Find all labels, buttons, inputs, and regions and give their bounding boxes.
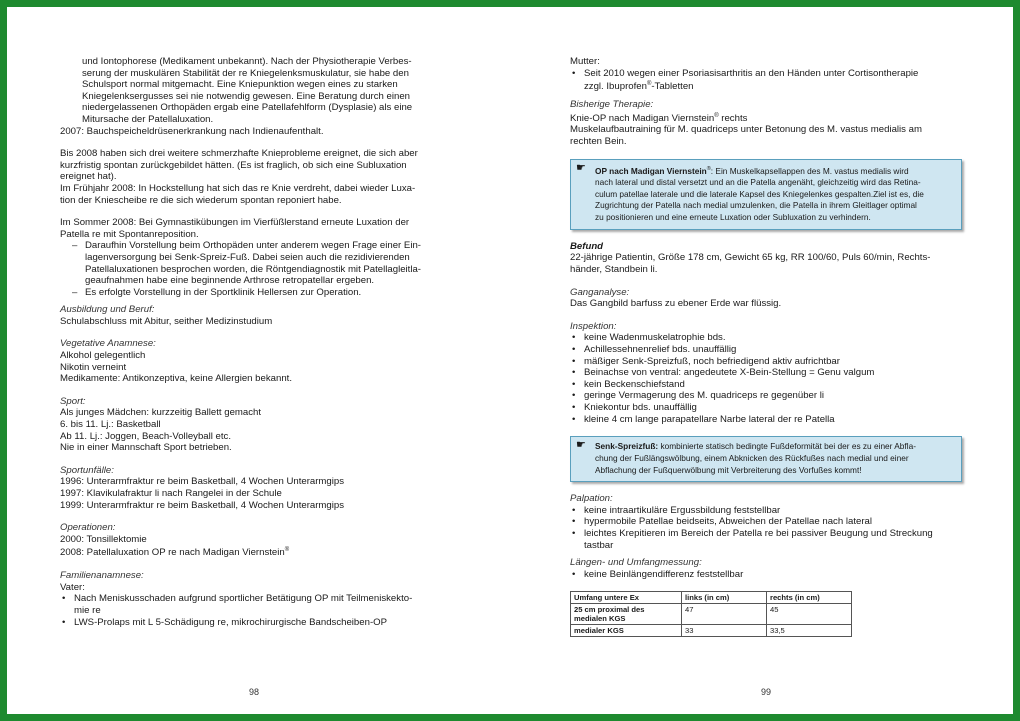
list-item: • hypermobile Patellae beidseits, Abweichen der Patellae nach lateral (570, 516, 962, 528)
text-line: Kniegelenksergusses sei nie notwendig gewesen. Eine Beratung durch einen (82, 90, 411, 102)
section-title-sportunfaelle: Sportunfälle: (60, 464, 114, 476)
section-title-therapie: Bisherige Therapie: (570, 98, 654, 110)
right-page (570, 56, 962, 637)
text-line: 1996: Unterarmfraktur re beim Basketball, 4 Wochen Unterarmgips (60, 476, 345, 488)
text-line: Mitursache der Patellaluxation. (82, 113, 214, 125)
text-line: Knie-OP nach Madigan Viernstein® rechts (570, 112, 748, 124)
section-title-laengen: Längen- und Umfangmessung: (570, 557, 702, 569)
measurement-table (570, 591, 852, 637)
section-title-vegetative: Vegetative Anamnese: (60, 338, 156, 350)
text-line: 1999: Unterarmfraktur re beim Basketball, 4 Wochen Unterarmgips (60, 499, 345, 511)
page-number-right: 99 (761, 687, 772, 697)
list-item: – Es erfolgte Vorstellung in der Sportklinik Hellersen zur Operation. (72, 287, 448, 299)
section-title-ausbildung: Ausbildung und Beruf: (60, 304, 155, 316)
text-line: Alkohol gelegentlich (60, 350, 146, 362)
text-line: Im Sommer 2008: Bei Gymnastikübungen im Vierfüßlerstand erneute Luxation der (60, 217, 410, 229)
table-cell: 33 (682, 625, 767, 637)
text-line: und Iontophorese (Medikament unbekannt). Nach der Physiotherapie Verbes- (82, 56, 412, 67)
laengen-list (570, 569, 962, 581)
text-line: händer, Standbein li. (570, 264, 658, 275)
text-line: Ab 11. Lj.: Joggen, Beach-Volleyball etc. (60, 430, 232, 442)
table-cell: 25 cm proximal des medialen KGS (571, 604, 682, 625)
note-box-senk-spreizfuss: ☛ Senk-Spreizfuß: kombinierte statisch bedingte Fußdeformität bei der es zu einer Abfla- chung der Fußlängswölbung, einem Abknicken des Rückfußes nach medial und einer Abflachung der Fußquerwölbung mit Verbreiterung des Vorfußes kommt! (570, 436, 962, 482)
list-item: • Kniekontur bds. unauffällig (570, 402, 962, 414)
table-row (571, 604, 852, 625)
list-item: • geringe Vermagerung des M. quadriceps re gegenüber li (570, 390, 962, 402)
list-item: • Beinachse von ventral: angedeutete X-Bein-Stellung = Genu valgum (570, 367, 962, 379)
left-page (60, 56, 448, 628)
text-line: ereignet hat). (60, 171, 117, 183)
text-line: 6. bis 11. Lj.: Basketball (60, 419, 161, 431)
list-item: • Nach Meniskusschaden aufgrund sportlicher Betätigung OP mit Teilmeniskekto- mie re (60, 593, 448, 616)
text-line: Als junges Mädchen: kurzzeitig Ballett gemacht (60, 407, 262, 419)
text-line-2007: 2007: Bauchspeicheldrüsenerkrankung nach Indienaufenthalt. (60, 125, 324, 137)
text-line: 2000: Tonsillektomie (60, 533, 147, 545)
inspektion-list (570, 332, 962, 425)
text-line: Im Frühjahr 2008: In Hockstellung hat sich das re Knie verdreht, dabei wieder Luxa- (60, 182, 416, 194)
section-title-palpation: Palpation: (570, 493, 613, 505)
intro-paragraph (60, 56, 448, 126)
section-title-befund: Befund (570, 240, 604, 252)
section-title-sport: Sport: (60, 395, 86, 407)
paragraph-summer-2008 (60, 217, 448, 240)
text-line: rechten Bein. (570, 135, 627, 147)
text-line: serung der muskulären Stabilität der re Kniegelenksmuskulatur, sie habe den (82, 67, 409, 79)
text-line: Patella re mit Spontanreposition. (60, 228, 199, 240)
table-row (571, 625, 852, 637)
table-header-cell: rechts (in cm) (767, 592, 852, 604)
list-item: • keine Beinlängendifferenz feststellbar (570, 569, 962, 581)
text-line: Bis 2008 haben sich drei weitere schmerzhafte Knieprobleme ereignet, die sich aber (60, 148, 418, 160)
list-item: – Daraufhin Vorstellung beim Orthopäden unter anderem wegen Frage einer Ein- lagenversorgung bei Senk-Spreiz-Fuß. Dabei seien auch die rezidivierenden Patellaluxationen besprochen worden, die Röntgendiagnostik mit Patellagleitla- geaufnahmen habe eine beginnende Arthrose retropatellar ergeben. (72, 240, 448, 286)
table-header-cell: links (in cm) (682, 592, 767, 604)
list-item: • kein Beckenschiefstand (570, 379, 962, 391)
table-cell: 45 (767, 604, 852, 625)
pointing-hand-icon: ☛ (576, 161, 586, 174)
text-line: 1997: Klavikulafraktur li nach Rangelei in der Schule (60, 488, 282, 499)
dash-list (60, 240, 448, 298)
table-cell: 33,5 (767, 625, 852, 637)
note-box-madigan: ☛ OP nach Madigan Viernstein®: Ein Muskelkapsellappen des M. vastus medialis wird nach lateral und distal versetzt und an die Patella angenäht, gleichzeitig wird das Retina- culum patellae laterale und die laterale Kapsel des Kniegelenkes gespalten.Ziel ist es, die Zugrichtung der Patella nach medial umzulenken, die Patella in ihrem Gleitlager optimal zu positionieren und eine erneute Luxation oder Subluxation zu verhindern. (570, 159, 962, 230)
list-item: • keine intraartikuläre Ergussbildung feststellbar (570, 505, 962, 517)
section-title-ganganalyse: Ganganalyse: (570, 286, 630, 298)
section-title-operationen: Operationen: (60, 522, 116, 534)
section-title-familienanamnese: Familienanamnese: (60, 570, 144, 582)
text-line: 2008: Patellaluxation OP re nach Madigan Viernstein® (60, 547, 290, 559)
text-line: 22-jährige Patientin, Größe 178 cm, Gewicht 65 kg, RR 100/60, Puls 60/min, Rechts- (570, 252, 931, 264)
page-number-left: 98 (249, 687, 260, 697)
list-item: • Achillessehnenrelief bds. unauffällig (570, 344, 962, 356)
section-title-inspektion: Inspektion: (570, 320, 617, 332)
list-item: • kleine 4 cm lange parapatellare Narbe lateral der re Patella (570, 414, 962, 426)
pointing-hand-icon: ☛ (576, 439, 586, 452)
text-line: Nikotin verneint (60, 361, 127, 373)
text-line: niedergelassenen Orthopäden ergab eine Patellafehlform (Dysplasie) als eine (82, 102, 413, 114)
table-cell: 47 (682, 604, 767, 625)
list-item: • keine Wadenmuskelatrophie bds. (570, 332, 962, 344)
palpation-list (570, 505, 962, 551)
text-line: kurzfristig spontan zurückgebildet hätten. (Es ist fraglich, ob sich eine Subluxation (60, 159, 407, 171)
text-line: Das Gangbild barfuss zu ebener Erde war flüssig. (570, 298, 782, 310)
text-line: Schulabschluss mit Abitur, seither Medizinstudium (60, 315, 273, 327)
paragraph-2008 (60, 148, 448, 206)
list-item: • mäßiger Senk-Spreizfuß, noch befriedigend aktiv aufrichtbar (570, 356, 962, 368)
text-line: Nie in einer Mannschaft Sport betrieben. (60, 442, 232, 454)
text-line: tion der Kniescheibe re die sich wiederum spontan reponiert habe. (60, 194, 342, 206)
list-item: • Seit 2010 wegen einer Psoriasisarthritis an den Händen unter Cortisontherapie zzgl. Ibuprofen®-Tabletten (570, 68, 962, 93)
list-item: • LWS-Prolaps mit L 5-Schädigung re, mikrochirurgische Bandscheiben-OP (60, 617, 448, 629)
table-cell: medialer KGS (571, 625, 682, 637)
table-header-row (571, 592, 852, 604)
text-line: Vater: (60, 581, 85, 593)
list-item: • leichtes Krepitieren im Bereich der Patella re bei passiver Beugung und Streckung tastbar (570, 528, 962, 551)
text-line: Medikamente: Antikonzeptiva, keine Allergien bekannt. (60, 373, 292, 385)
text-line: Schulsport normal mitgemacht. Eine Kniepunktion wegen eines zu starken (82, 79, 398, 91)
mutter-list (570, 68, 962, 93)
vater-list (60, 593, 448, 628)
text-line: Mutter: (570, 56, 600, 67)
text-line: Muskelaufbautraining für M. quadriceps unter Betonung des M. vastus medialis am (570, 124, 922, 136)
table-header-cell: Umfang untere Ex (571, 592, 682, 604)
